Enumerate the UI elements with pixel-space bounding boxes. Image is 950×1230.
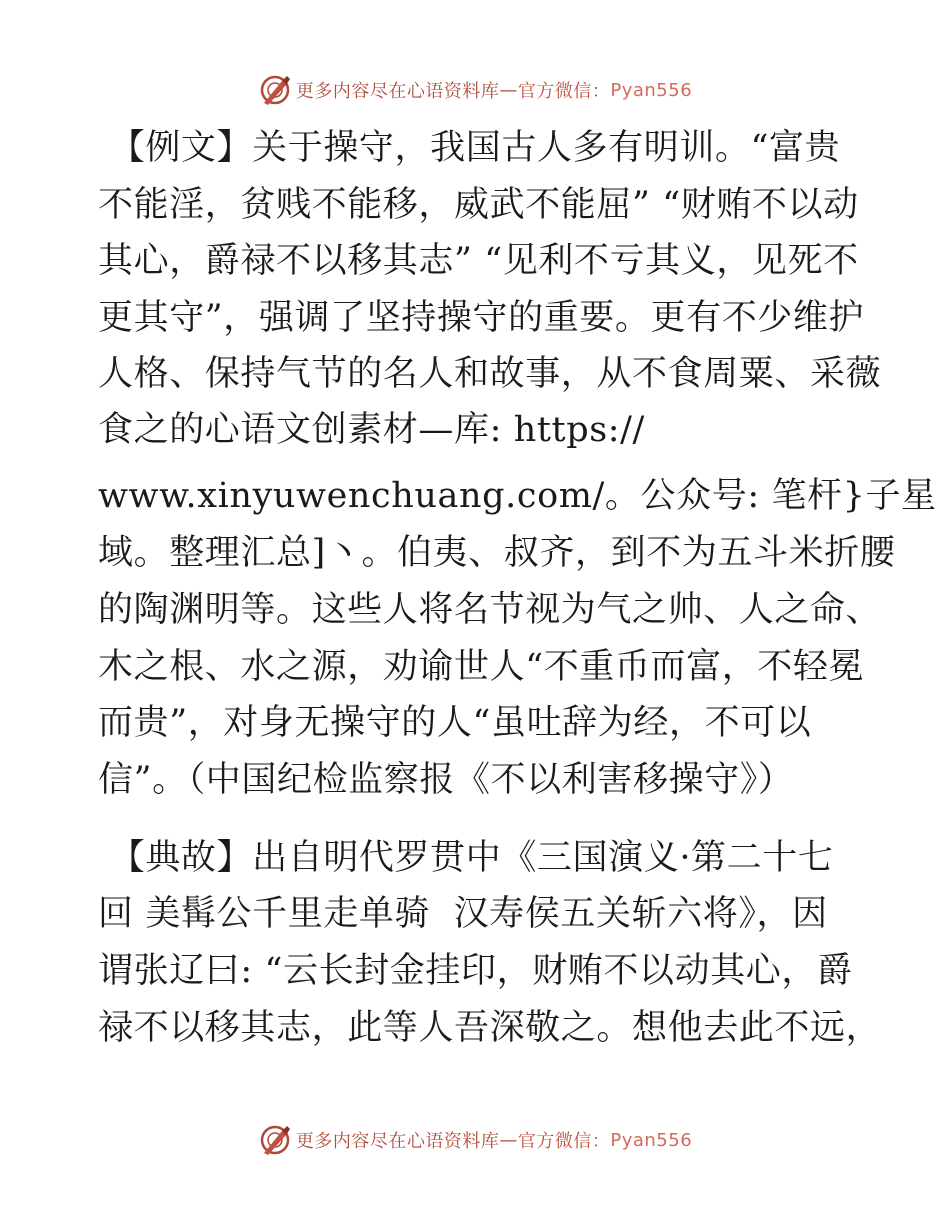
text-line: 禄不以移其志，此等人吾深敬之。想他去此不远， <box>98 1008 882 1048</box>
text-line: 食之的心语文创素材—库: https:// <box>98 410 645 450</box>
text-line: 域。整理汇总]丶。伯夷、叔齐，到不为五斗米折腰 <box>98 533 896 573</box>
text-line: 【例文】关于操守，我国古人多有明训。“富贵 <box>98 128 841 168</box>
text-line: 更其守”，强调了坚持操守的重要。更有不少维护 <box>98 298 865 338</box>
banner-wechat-label: 官方微信： <box>517 1131 611 1152</box>
pen-logo-icon <box>258 73 292 107</box>
banner-text: 更多内容尽在心语资料库 <box>295 1131 500 1152</box>
text-line: 而贵”，对身无操守的人“虽吐辞为经，不可以 <box>98 703 812 743</box>
text-line: 人格、保持气节的名人和故事，从不食周粟、采薇 <box>98 354 882 394</box>
text-line: 信”。（中国纪检监察报《不以利害移操守》） <box>98 760 794 800</box>
banner-wechat-label: 官方微信： <box>517 81 611 102</box>
banner-dash: — <box>499 79 518 101</box>
banner-account: Pyan556 <box>610 1129 693 1151</box>
text-line: 的陶渊明等。这些人将名节视为气之帅、人之命、 <box>98 590 882 630</box>
text-line: 其心，爵禄不以移其志” “见利不亏其义，见死不 <box>98 241 859 281</box>
banner-text: 更多内容尽在心语资料库 <box>295 81 500 102</box>
header-banner <box>0 72 950 108</box>
banner-dash: — <box>499 1129 518 1151</box>
text-line: 木之根、水之源，劝谕世人“不重币而富，不轻冕 <box>98 647 865 687</box>
text-line: 【典故】出自明代罗贯中《三国演义·第二十七 <box>98 838 834 878</box>
banner-account: Pyan556 <box>610 79 693 101</box>
footer-banner <box>0 1122 950 1158</box>
pen-logo-icon <box>258 1123 292 1157</box>
text-line: 谓张辽曰: “云长封金挂印，财贿不以动其心，爵 <box>98 951 853 991</box>
text-line: 不能淫，贫贱不能移，威武不能屈” “财贿不以动 <box>98 185 859 225</box>
text-line: www.xinyuwenchuang.com/。公众号: 笔杆}子星 <box>98 476 937 516</box>
text-line: 回 美髯公千里走单骑 汉寿侯五关斩六将》，因 <box>98 894 828 934</box>
